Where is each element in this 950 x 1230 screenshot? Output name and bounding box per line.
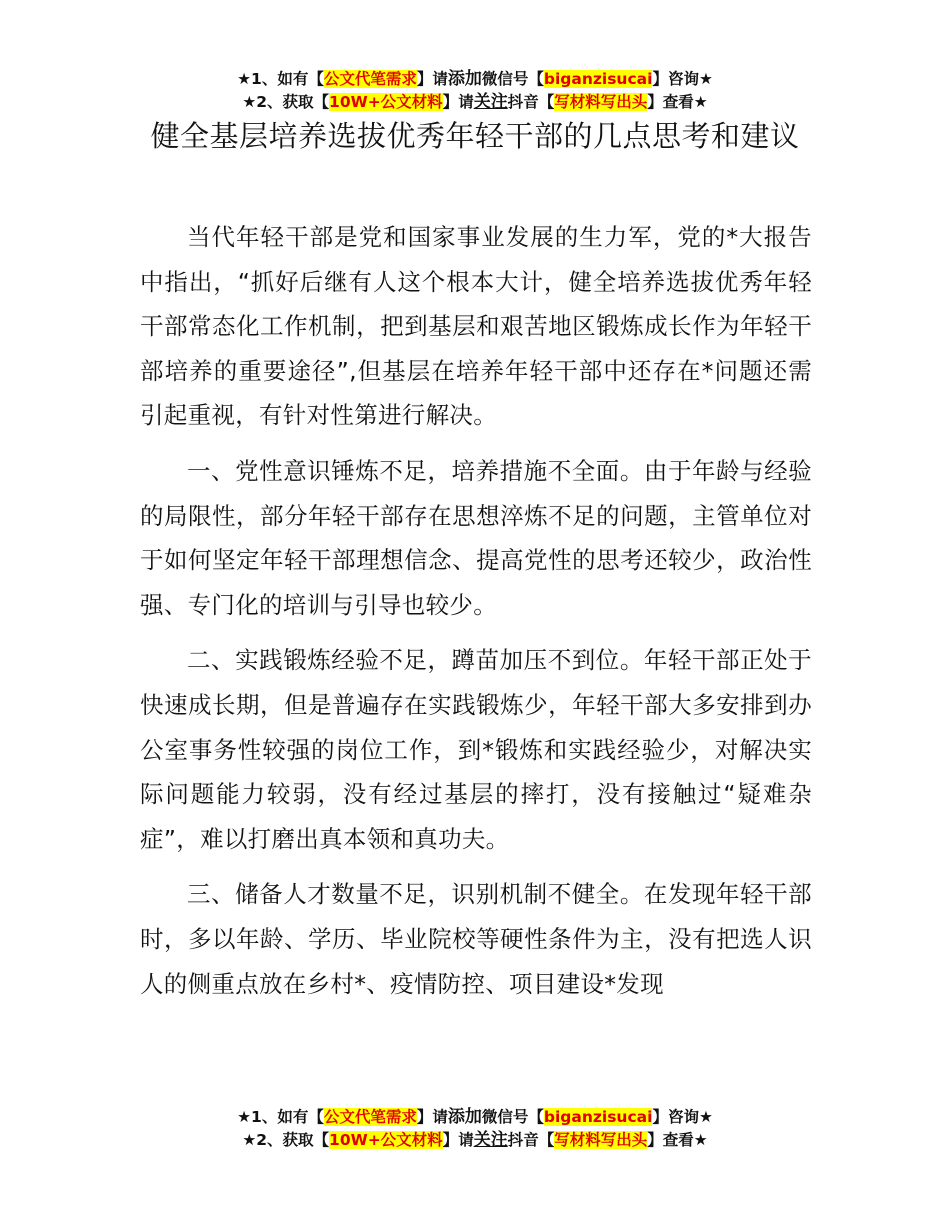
banner-highlight: 写材料写出头 xyxy=(554,93,648,111)
banner-highlight: 10W+公文材料 xyxy=(329,1131,443,1149)
banner-highlight: 写材料写出头 xyxy=(554,1131,648,1149)
banner-highlight: biganzisucai xyxy=(543,1108,653,1126)
paragraph-intro: 当代年轻干部是党和国家事业发展的生力军，党的*大报告中指出，“抓好后继有人这个根本大计，健全培养选拔优秀年轻干部常态化工作机制，把到基层和艰苦地区锻炼成长作为年轻干部培养的重要途径”,但基层在培养年轻干部中还存在*问题还需引起重视，有针对性第进行解决。 xyxy=(140,223,812,430)
banner-line-1: ★1、如有【公文代笔需求】请添加微信号【biganzisucai】咨询★ xyxy=(237,69,713,89)
banner-highlight: 公文代笔需求 xyxy=(323,1108,417,1126)
header-banner xyxy=(0,68,950,114)
banner-line-1: ★1、如有【公文代笔需求】请添加微信号【biganzisucai】咨询★ xyxy=(237,1107,713,1127)
paragraph-point-1: 一、党性意识锤炼不足，培养措施不全面。由于年龄与经验的局限性，部分年轻干部存在思想淬炼不足的问题，主管单位对于如何坚定年轻干部理想信念、提高党性的思考还较少，政治性强、专门化的培训与引导也较少。 xyxy=(140,456,812,619)
banner-highlight: 公文代笔需求 xyxy=(323,70,417,88)
banner-line-2: ★2、获取【10W+公文材料】请关注抖音【写材料写出头】查看★ xyxy=(242,1130,708,1150)
paragraph-point-3: 三、储备人才数量不足，识别机制不健全。在发现年轻干部时，多以年龄、学历、毕业院校等硬性条件为主，没有把选人识人的侧重点放在乡村*、疫情防控、项目建设*发现 xyxy=(140,880,812,998)
document-body xyxy=(140,215,812,1017)
banner-highlight: 10W+公文材料 xyxy=(329,93,443,111)
paragraph-point-2: 二、实践锻炼经验不足，蹲苗加压不到位。年轻干部正处于快速成长期，但是普遍存在实践锻炼少，年轻干部大多安排到办公室事务性较强的岗位工作，到*锻炼和实践经验少，对解决实际问题能力较弱，没有经过基层的摔打，没有接触过“疑难杂症”，难以打磨出真本领和真功夫。 xyxy=(140,646,812,853)
banner-line-2: ★2、获取【10W+公文材料】请关注抖音【写材料写出头】查看★ xyxy=(242,92,708,112)
footer-banner xyxy=(0,1106,950,1152)
document-title: 健全基层培养选拔优秀年轻干部的几点思考和建议 xyxy=(150,119,800,153)
banner-highlight: biganzisucai xyxy=(543,70,653,88)
